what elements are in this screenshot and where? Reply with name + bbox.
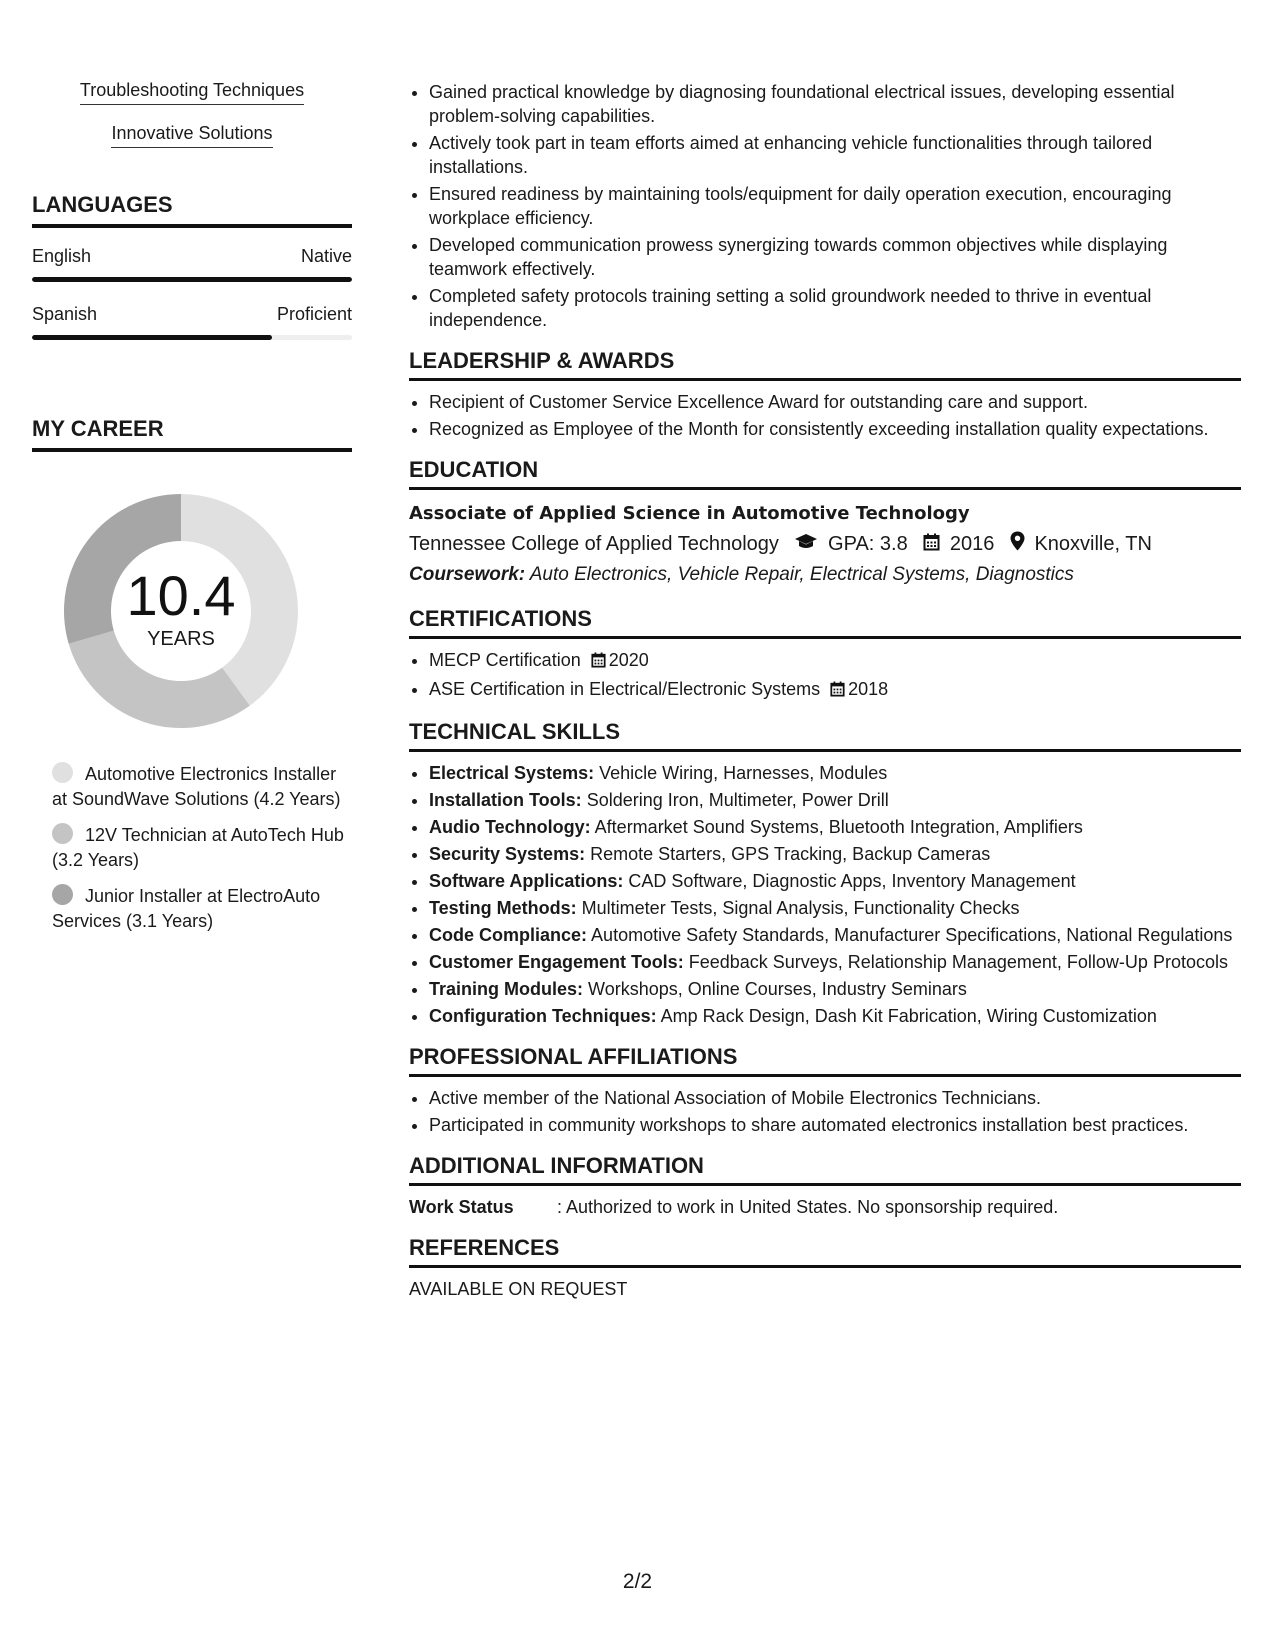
list-item: • Actively took part in team efforts aimed at enhancing vehicle functionalities through tailored installations.	[429, 131, 1241, 179]
experience-bullets	[409, 80, 1241, 332]
calendar-icon	[591, 650, 606, 674]
language-proficiency-bar	[32, 335, 352, 340]
list-item: • Completed safety protocols training setting a solid groundwork needed to thrive in eventual independence.	[429, 284, 1241, 332]
career-entry: 12V Technician at AutoTech Hub (3.2 Years)	[52, 825, 344, 870]
certifications-heading: CERTIFICATIONS	[409, 606, 1241, 639]
list-item: • Developed communication prowess synergizing towards common objectives while displaying teamwork effectively.	[429, 233, 1241, 281]
school-location: Knoxville, TN	[1034, 533, 1152, 555]
degree-title: Associate of Applied Science in Automotive Technology	[409, 503, 970, 524]
technical-skills-heading: TECHNICAL SKILLS	[409, 719, 1241, 752]
sidebar	[32, 80, 352, 945]
legend-dot-icon	[52, 823, 73, 844]
skill-item: • Installation Tools: Soldering Iron, Multimeter, Power Drill	[429, 788, 1241, 812]
language-level: Proficient	[276, 304, 352, 324]
coursework	[409, 560, 1241, 590]
coursework-label: Coursework:	[409, 563, 526, 585]
legend-dot-icon	[52, 762, 73, 783]
certification-item: • MECP Certification 2020	[429, 648, 1241, 674]
skill-item: • Code Compliance: Automotive Safety Standards, Manufacturer Specifications, National Regulations	[429, 923, 1241, 947]
education-details	[409, 529, 1241, 560]
skill-item: • Software Applications: CAD Software, Diagnostic Apps, Inventory Management	[429, 869, 1241, 893]
leadership-heading: LEADERSHIP & AWARDS	[409, 348, 1241, 381]
languages-heading: LANGUAGES	[32, 192, 352, 228]
career-legend	[32, 762, 352, 934]
career-total-unit: YEARS	[147, 628, 215, 650]
career-heading: MY CAREER	[32, 416, 352, 452]
coursework-list: Auto Electronics, Vehicle Repair, Electrical Systems, Diagnostics	[529, 563, 1074, 585]
leadership-list	[409, 390, 1241, 441]
work-status-label: Work Status	[409, 1196, 514, 1217]
work-status-row	[409, 1195, 1241, 1219]
list-item: • Recipient of Customer Service Excellence Award for outstanding care and support.	[429, 390, 1241, 414]
skill-item: • Security Systems: Remote Starters, GPS Tracking, Backup Cameras	[429, 842, 1241, 866]
certifications-list	[409, 648, 1241, 703]
career-donut-chart	[56, 486, 306, 736]
legend-dot-icon	[52, 884, 73, 905]
affiliations-list	[409, 1086, 1241, 1137]
language-item	[32, 304, 352, 340]
list-item: • Active member of the National Association of Mobile Electronics Technicians.	[429, 1086, 1241, 1110]
main-content	[409, 80, 1241, 1301]
school-name: Tennessee College of Applied Technology	[409, 533, 779, 555]
additional-info-heading: ADDITIONAL INFORMATION	[409, 1153, 1241, 1186]
skill-item: • Customer Engagement Tools: Feedback Surveys, Relationship Management, Follow-Up Protocols	[429, 950, 1241, 974]
list-item: • Ensured readiness by maintaining tools/equipment for daily operation execution, encouraging workplace efficiency.	[429, 182, 1241, 230]
education-heading: EDUCATION	[409, 457, 1241, 490]
technical-skills-list	[409, 761, 1241, 1028]
skill-item: • Audio Technology: Aftermarket Sound Systems, Bluetooth Integration, Amplifiers	[429, 815, 1241, 839]
skill-tag: Troubleshooting Techniques	[32, 80, 352, 105]
calendar-icon	[923, 530, 940, 560]
references-heading: REFERENCES	[409, 1235, 1241, 1268]
calendar-icon	[830, 679, 845, 703]
skill-item: • Electrical Systems: Vehicle Wiring, Harnesses, Modules	[429, 761, 1241, 785]
gpa: GPA: 3.8	[828, 533, 908, 555]
skill-item: • Training Modules: Workshops, Online Courses, Industry Seminars	[429, 977, 1241, 1001]
language-level: Native	[300, 246, 352, 266]
career-entry: Automotive Electronics Installer at SoundWave Solutions (4.2 Years)	[52, 764, 341, 809]
graduation-cap-icon	[794, 530, 818, 560]
page-number: 2/2	[622, 1570, 653, 1593]
list-item: • Gained practical knowledge by diagnosing foundational electrical issues, developing essential problem-solving capabilities.	[429, 80, 1241, 128]
list-item: • Recognized as Employee of the Month for consistently exceeding installation quality expectations.	[429, 417, 1241, 441]
list-item: • Participated in community workshops to share automated electronics installation best practices.	[429, 1113, 1241, 1137]
location-pin-icon	[1010, 530, 1025, 560]
language-name: Spanish	[32, 304, 98, 324]
career-total-years: 10.4	[126, 564, 236, 627]
affiliations-heading: PROFESSIONAL AFFILIATIONS	[409, 1044, 1241, 1077]
career-entry: Junior Installer at ElectroAuto Services (3.1 Years)	[52, 886, 321, 931]
skill-item: • Configuration Techniques: Amp Rack Design, Dash Kit Fabrication, Wiring Customization	[429, 1004, 1241, 1028]
certification-item: • ASE Certification in Electrical/Electronic Systems 2018	[429, 677, 1241, 703]
references-text: AVAILABLE ON REQUEST	[409, 1278, 628, 1299]
language-name: English	[32, 246, 92, 266]
skill-tag: Innovative Solutions	[32, 123, 352, 148]
language-proficiency-bar	[32, 277, 352, 282]
work-status-value: : Authorized to work in United States. No sponsorship required.	[557, 1196, 1059, 1217]
skill-item: • Testing Methods: Multimeter Tests, Signal Analysis, Functionality Checks	[429, 896, 1241, 920]
language-item	[32, 246, 352, 282]
graduation-year: 2016	[949, 533, 995, 555]
